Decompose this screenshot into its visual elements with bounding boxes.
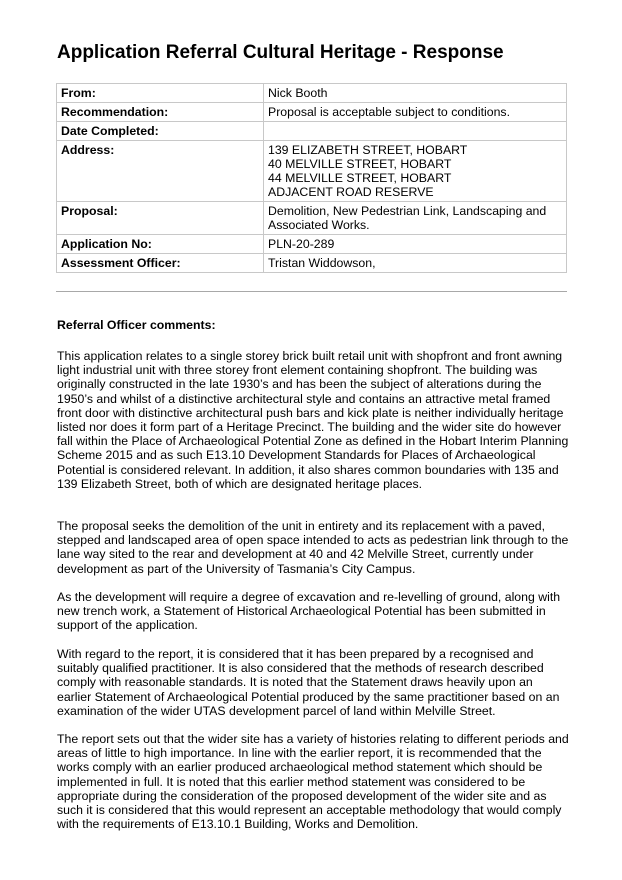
table-row bbox=[57, 202, 567, 235]
row-value: Proposal is acceptable subject to conditions. bbox=[264, 103, 567, 122]
row-label: Application No: bbox=[57, 235, 264, 254]
row-label: Assessment Officer: bbox=[57, 254, 264, 273]
table-row bbox=[57, 254, 567, 273]
paragraph: With regard to the report, it is considered that it has been prepared by a recognised and suitably qualified practitioner. It is also considered that the methods of research described comply with reasonable standards. It is noted that the Statement draws heavily upon an earlier Statement of Archaeological Potential produced by the same practitioner based on an examination of the wider UTAS development parcel of land within Melville Street. bbox=[57, 647, 560, 718]
paragraph: As the development will require a degree of excavation and re-levelling of ground, along with new trench work, a Statement of Historical Archaeological Potential has been submitted in support of the application. bbox=[57, 590, 561, 633]
section-divider bbox=[56, 291, 567, 292]
table-row bbox=[57, 235, 567, 254]
table-row bbox=[57, 103, 567, 122]
referral-details-table bbox=[56, 83, 567, 273]
paragraph: The proposal seeks the demolition of the unit in entirety and its replacement with a paved, stepped and landscaped area of open space intended to acts as pedestrian link through to the lane way sited to the rear and development at 40 and 42 Melville Street, currently under development as part of the University of Tasmania’s City Campus. bbox=[57, 519, 569, 576]
row-value: Tristan Widdowson, bbox=[264, 254, 567, 273]
page-title: Application Referral Cultural Heritage - Response bbox=[57, 42, 504, 63]
table-row bbox=[57, 84, 567, 103]
row-value: Nick Booth bbox=[264, 84, 567, 103]
paragraph: This application relates to a single storey brick built retail unit with shopfront and front awning light industrial unit with three storey front element containing shopfront. The building was originally constructed in the late 1930’s and has been the subject of alterations during the 1950’s and whilst of a distinctive architectural style and contains an attractive metal framed front door with distinctive architectural push bars and kick plate is neither individually heritage listed nor does it form part of a Heritage Precinct. The building and the wider site do however fall within the Place of Archaeological Potential Zone as defined in the Hobart Interim Planning Scheme 2015 and as such E13.10 Development Standards for Places of Archaeological Potential is considered relevant. In addition, it also shares common boundaries with 135 and 139 Elizabeth Street, both of which are designated heritage places. bbox=[57, 349, 569, 491]
row-label: Date Completed: bbox=[57, 122, 264, 141]
row-value: PLN-20-289 bbox=[264, 235, 567, 254]
row-value bbox=[264, 122, 567, 141]
table-row bbox=[57, 122, 567, 141]
row-label: Proposal: bbox=[57, 202, 264, 235]
comments-heading: Referral Officer comments: bbox=[57, 318, 216, 332]
row-value: 139 ELIZABETH STREET, HOBART 40 MELVILLE STREET, HOBART 44 MELVILLE STREET, HOBART ADJACENT ROAD RESERVE bbox=[264, 141, 567, 202]
table-row bbox=[57, 141, 567, 202]
row-label: From: bbox=[57, 84, 264, 103]
paragraph: The report sets out that the wider site has a variety of histories relating to different periods and areas of little to high importance. In line with the earlier report, it is recommended that the works comply with an earlier produced archaeological method statement which should be implemented in full. It is noted that this earlier method statement was considered to be appropriate during the consideration of the proposed development of the wider site and as such it is considered that this would represent an acceptable methodology that would comply with the requirements of E13.10.1 Building, Works and Demolition. bbox=[57, 732, 569, 832]
row-label: Address: bbox=[57, 141, 264, 202]
row-value: Demolition, New Pedestrian Link, Landscaping and Associated Works. bbox=[264, 202, 567, 235]
row-label: Recommendation: bbox=[57, 103, 264, 122]
